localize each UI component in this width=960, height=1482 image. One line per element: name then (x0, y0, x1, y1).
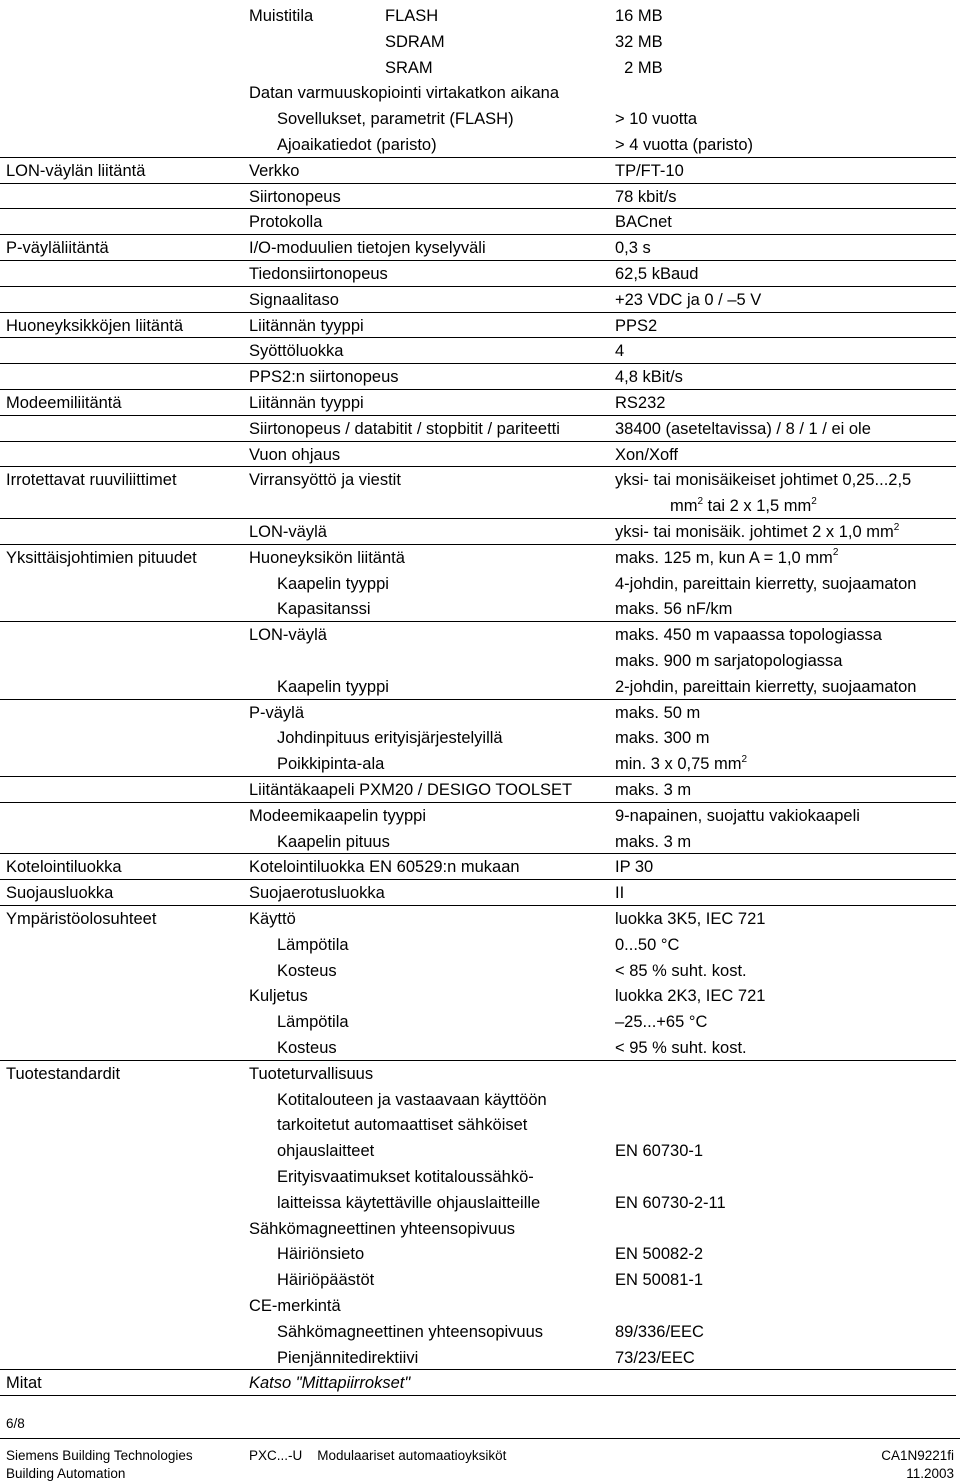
row-value: 9-napainen, suojattu vakiokaapeli (615, 806, 860, 825)
row-category: Mitat (6, 1374, 42, 1393)
row-divider (0, 312, 956, 313)
row-value: EN 50081-1 (615, 1271, 704, 1290)
row-value: 0,3 s (615, 239, 651, 258)
row-parameter: Protokolla (249, 213, 323, 232)
row-parameter: Lämpötila (277, 935, 349, 954)
row-parameter: Siirtonopeus / databitit / stopbitit / pariteetti (249, 419, 560, 438)
row-parameter: Poikkipinta-ala (277, 755, 385, 774)
row-parameter: Kaapelin tyyppi (277, 677, 389, 696)
row-parameter: Kosteus (277, 961, 337, 980)
row-divider (0, 363, 956, 364)
row-category: P-väyläliitäntä (6, 239, 109, 258)
row-divider (0, 905, 956, 906)
row-value: 2-johdin, pareittain kierretty, suojaamaton (615, 677, 917, 696)
row-category: Suojausluokka (6, 884, 114, 903)
row-divider (0, 776, 956, 777)
row-value: TP/FT-10 (615, 161, 684, 180)
row-category: Kotelointiluokka (6, 858, 122, 877)
row-parameter: Ajoaikatiedot (paristo) (277, 136, 437, 154)
row-divider (0, 441, 956, 442)
row-parameter: PPS2:n siirtonopeus (249, 368, 399, 387)
row-parameter: tarkoitetut automaattiset sähköiset (277, 1116, 528, 1135)
row-value: 62,5 kBaud (615, 265, 699, 283)
row-parameter: Sovellukset, parametrit (FLASH) (277, 110, 514, 129)
row-parameter: Häiriönsieto (277, 1245, 365, 1264)
row-value: $mm^2$ tai 2 x 1,5 $mm^2$ (670, 495, 817, 516)
row-parameter: Kaapelin pituus (277, 832, 390, 851)
row-category: Irrotettavat ruuviliittimet (6, 471, 177, 490)
row-value: maks. 3 m (615, 781, 692, 799)
row-parameter: Liitäntäkaapeli PXM20 / DESIGO TOOLSET (249, 781, 573, 799)
row-parameter: Häiriöpäästöt (277, 1271, 375, 1290)
row-divider (0, 518, 956, 519)
row-value: 89/336/EEC (615, 1322, 704, 1341)
row-parameter: Liitännän tyyppi (249, 394, 364, 412)
row-value: RS232 (615, 394, 666, 412)
row-divider (0, 621, 956, 622)
row-value: 4 (615, 342, 625, 361)
row-value: EN 60730-2-11 (615, 1193, 726, 1212)
row-divider (0, 286, 956, 287)
row-divider (0, 544, 956, 545)
page-number: 6/8 (6, 1416, 25, 1431)
row-value: IP 30 (615, 858, 654, 877)
row-parameter: SRAM (385, 58, 433, 77)
row-parameter: Virransyöttö ja viestit (249, 471, 401, 490)
row-divider (0, 1395, 956, 1396)
row-parameter: LON-väylä (249, 523, 327, 541)
row-value: yksi- tai monisäikeiset johtimet 0,25...2,5 (615, 471, 912, 490)
row-parameter: Verkko (249, 161, 300, 180)
row-value: EN 50082-2 (615, 1245, 704, 1264)
row-value: maks. 900 m sarjatopologiassa (615, 652, 843, 670)
footer-rule (0, 1438, 960, 1439)
row-divider (0, 1369, 956, 1370)
row-divider (0, 260, 956, 261)
row-parameter: Kapasitanssi (277, 600, 371, 619)
row-value: II (615, 884, 625, 903)
row-value: yksi- tai monisäik. johtimet 2 x 1,0 $mm^2$ (615, 521, 900, 541)
footer-doc-id: CA1N9221fi (881, 1448, 954, 1463)
row-category: Huoneyksikköjen liitäntä (6, 316, 184, 335)
footer-company-line1: Siemens Building Technologies (6, 1448, 193, 1463)
row-parameter: Kaapelin tyyppi (277, 574, 389, 593)
row-value: min. 3 x 0,75 $mm^2$ (615, 753, 748, 774)
row-parameter: Vuon ohjaus (249, 445, 341, 464)
row-parameter: Datan varmuuskopiointi virtakatkon aikana (249, 84, 559, 103)
row-parameter: Katso "Mittapiirrokset" (249, 1374, 411, 1393)
row-divider (0, 234, 956, 235)
row-parameter: Pienjännitedirektiivi (277, 1348, 419, 1367)
row-value: Xon/Xoff (615, 445, 678, 464)
row-divider (0, 389, 956, 390)
row-value: < 95 % suht. kost. (615, 1039, 747, 1057)
row-parameter: FLASH (385, 7, 439, 25)
row-parameter: Suojaerotusluokka (249, 884, 385, 903)
row-value: 2 MB (615, 58, 663, 77)
row-divider (0, 157, 956, 158)
row-value: 4,8 kBit/s (615, 368, 683, 387)
row-parameter: Kotitalouteen ja vastaavaan käyttöön (277, 1090, 547, 1109)
row-value: PPS2 (615, 316, 658, 335)
row-parameter: Erityisvaatimukset kotitaloussähkö- (277, 1168, 534, 1186)
row-divider (0, 853, 956, 854)
row-value: luokka 2K3, IEC 721 (615, 987, 766, 1006)
row-parameter: Kotelointiluokka EN 60529:n mukaan (249, 858, 520, 877)
row-parameter: Syöttöluokka (249, 342, 344, 361)
row-divider (0, 1060, 956, 1061)
row-value: BACnet (615, 213, 672, 232)
row-value: maks. 56 nF/km (615, 600, 733, 619)
row-value: maks. 300 m (615, 729, 710, 748)
row-divider (0, 699, 956, 700)
row-parameter: Kosteus (277, 1039, 337, 1057)
row-value: 38400 (aseteltavissa) / 8 / 1 / ei ole (615, 419, 871, 438)
row-parameter: Tiedonsiirtonopeus (249, 265, 388, 283)
row-parameter: Tuoteturvallisuus (249, 1064, 374, 1083)
footer-company-line2: Building Automation (6, 1466, 126, 1481)
row-value: maks. 125 m, kun A = 1,0 $mm^2$ (615, 547, 839, 567)
row-value: > 10 vuotta (615, 110, 698, 129)
row-value: 73/23/EEC (615, 1348, 695, 1367)
row-parameter: Muistitila (249, 7, 314, 25)
row-divider (0, 208, 956, 209)
row-value: luokka 3K5, IEC 721 (615, 910, 766, 928)
footer-product: PXC...-U Modulaariset automaatioyksiköt (249, 1448, 507, 1463)
row-category: Modeemiliitäntä (6, 394, 122, 412)
row-parameter: Huoneyksikön liitäntä (249, 548, 405, 567)
footer-date: 11.2003 (906, 1466, 954, 1481)
row-parameter: laitteissa käytettäville ohjauslaitteille (277, 1193, 541, 1212)
row-value: < 85 % suht. kost. (615, 961, 747, 980)
row-parameter: I/O-moduulien tietojen kyselyväli (249, 239, 486, 258)
row-parameter: Liitännän tyyppi (249, 316, 364, 335)
row-value: 78 kbit/s (615, 187, 677, 206)
row-value: EN 60730-1 (615, 1142, 704, 1161)
row-divider (0, 466, 956, 467)
row-parameter: ohjauslaitteet (277, 1142, 375, 1161)
row-value: maks. 50 m (615, 703, 701, 722)
row-divider (0, 337, 956, 338)
row-divider (0, 183, 956, 184)
row-divider (0, 802, 956, 803)
row-category: Ympäristöolosuhteet (6, 910, 157, 928)
row-value: 32 MB (615, 32, 663, 51)
row-category: Yksittäisjohtimien pituudet (6, 548, 197, 567)
row-parameter: LON-väylä (249, 626, 327, 645)
row-value: maks. 3 m (615, 832, 692, 851)
row-category: LON-väylän liitäntä (6, 161, 146, 180)
row-value: 4-johdin, pareittain kierretty, suojaamaton (615, 574, 917, 593)
row-parameter: Siirtonopeus (249, 187, 341, 206)
row-parameter: P-väylä (249, 703, 305, 722)
row-divider (0, 879, 956, 880)
row-value: +23 VDC ja 0 / –5 V (615, 290, 762, 309)
row-value: 0...50 °C (615, 935, 680, 954)
row-parameter: CE-merkintä (249, 1297, 341, 1315)
row-parameter: Sähkömagneettinen yhteensopivuus (249, 1219, 516, 1238)
row-parameter: Modeemikaapelin tyyppi (249, 806, 427, 825)
row-parameter: Sähkömagneettinen yhteensopivuus (277, 1322, 544, 1341)
row-parameter: Johdinpituus erityisjärjestelyillä (277, 729, 503, 748)
row-parameter: Käyttö (249, 910, 296, 928)
row-value: –25...+65 °C (615, 1013, 708, 1032)
row-divider (0, 415, 956, 416)
row-parameter: Kuljetus (249, 987, 308, 1006)
row-value: > 4 vuotta (paristo) (615, 136, 754, 154)
row-parameter: Signaalitaso (249, 290, 339, 309)
row-value: maks. 450 m vapaassa topologiassa (615, 626, 882, 645)
row-parameter: Lämpötila (277, 1013, 349, 1032)
row-parameter: SDRAM (385, 32, 445, 51)
row-value: 16 MB (615, 7, 663, 25)
row-category: Tuotestandardit (6, 1064, 121, 1083)
